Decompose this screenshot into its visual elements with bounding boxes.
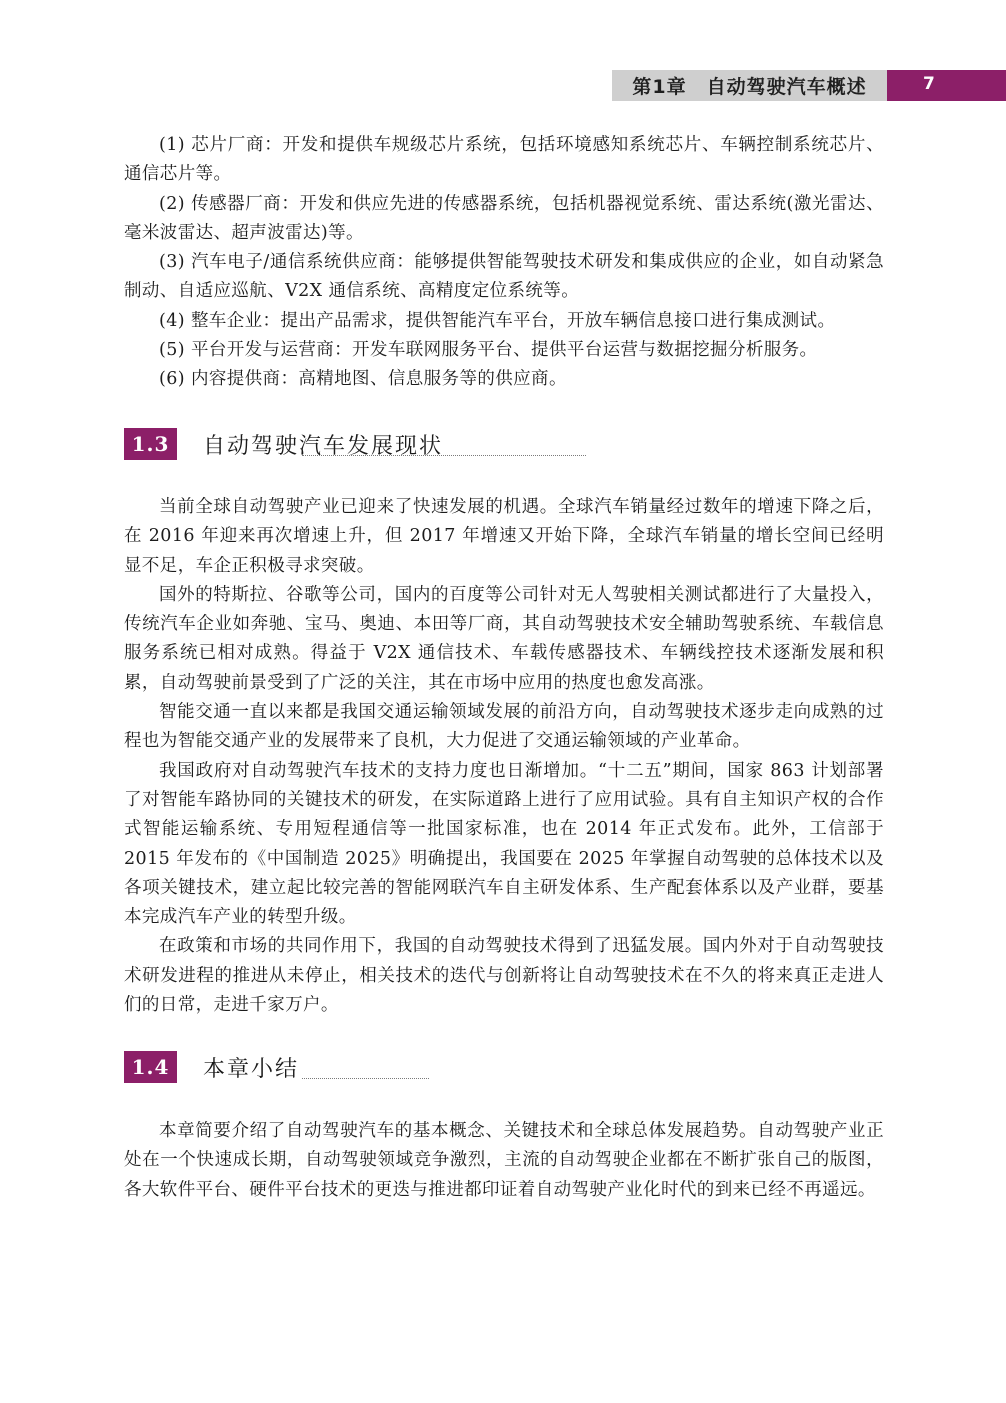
running-header	[612, 70, 1006, 101]
list-item: (2) 传感器厂商：开发和供应先进的传感器系统，包括机器视觉系统、雷达系统(激光雷达、毫米波雷达、超声波雷达)等。	[124, 193, 884, 243]
heading-underline	[302, 1078, 429, 1079]
body-paragraph: 在政策和市场的共同作用下，我国的自动驾驶技术得到了迅猛发展。国内外对于自动驾驶技术研发进程的推进从未停止，相关技术的迭代与创新将让自动驾驶技术在不久的将来真正走进人们的日常，走进千家万户。	[124, 936, 884, 1016]
body-paragraph: 智能交通一直以来都是我国交通运输领域发展的前沿方向，自动驾驶技术逐步走向成熟的过程也为智能交通产业的发展带来了良机，大力促进了交通运输领域的产业革命。	[124, 702, 884, 752]
section-heading-1-4	[124, 1051, 299, 1083]
body-paragraph: 本章简要介绍了自动驾驶汽车的基本概念、关键技术和全球总体发展趋势。自动驾驶产业正处在一个快速成长期，自动驾驶领域竞争激烈，主流的自动驾驶企业都在不断扩张自己的版图，各大软件平台、硬件平台技术的更迭与推进都印证着自动驾驶产业化时代的到来已经不再遥远。	[124, 1121, 884, 1200]
chapter-title: 第1章 自动驾驶汽车概述	[612, 70, 887, 101]
section-number: 1.3	[124, 428, 177, 460]
body-paragraph: 当前全球自动驾驶产业已迎来了快速发展的机遇。全球汽车销量经过数年的增速下降之后，在 2016 年迎来再次增速上升，但 2017 年增速又开始下降，全球汽车销量的增长空间已经明显不足，车企正积极寻求突破。	[124, 497, 884, 576]
page-number: 7	[887, 70, 1006, 101]
section-heading-1-3	[124, 428, 443, 460]
heading-underline	[302, 455, 586, 456]
section-title: 自动驾驶汽车发展现状	[203, 433, 444, 459]
section-title: 本章小结	[203, 1056, 300, 1082]
body-paragraph: 我国政府对自动驾驶汽车技术的支持力度也日渐增加。“十二五”期间，国家 863 计划部署了对智能车路协同的关键技术的研发，在实际道路上进行了应用试验。具有自主知识产权的合作式智能运输系统、专用短程通信等一批国家标准，也在 2014 年正式发布。此外，工信部于 2015 年发布的《中国制造 2025》明确提出，我国要在 2025 年掌握自动驾驶的总体技术以及各项关键技术，建立起比较完善的智能网联汽车自主研发体系、生产配套体系以及产业群，要基本完成汽车产业的转型升级。	[124, 760, 884, 928]
list-item: (6) 内容提供商：高精地图、信息服务等的供应商。	[159, 369, 567, 390]
participant-list	[124, 131, 884, 395]
section-number: 1.4	[124, 1051, 177, 1083]
list-item: (5) 平台开发与运营商：开发车联网服务平台、提供平台运营与数据挖掘分析服务。	[159, 340, 818, 361]
list-item: (3) 汽车电子/通信系统供应商：能够提供智能驾驶技术研发和集成供应的企业，如自动紧急制动、自适应巡航、V2X 通信系统、高精度定位系统等。	[124, 252, 884, 302]
section-body-1-4	[124, 1117, 884, 1205]
body-paragraph: 国外的特斯拉、谷歌等公司，国内的百度等公司针对无人驾驶相关测试都进行了大量投入，传统汽车企业如奔驰、宝马、奥迪、本田等厂商，其自动驾驶技术安全辅助驾驶系统、车载信息服务系统已相对成熟。得益于 V2X 通信技术、车载传感器技术、车辆线控技术逐渐发展和积累，自动驾驶前景受到了广泛的关注，其在市场中应用的热度也愈发高涨。	[124, 584, 884, 693]
section-body-1-3	[124, 493, 884, 1020]
list-item: (1) 芯片厂商：开发和提供车规级芯片系统，包括环境感知系统芯片、车辆控制系统芯片、通信芯片等。	[124, 135, 884, 185]
list-item: (4) 整车企业：提出产品需求，提供智能汽车平台，开放车辆信息接口进行集成测试。	[159, 310, 836, 331]
